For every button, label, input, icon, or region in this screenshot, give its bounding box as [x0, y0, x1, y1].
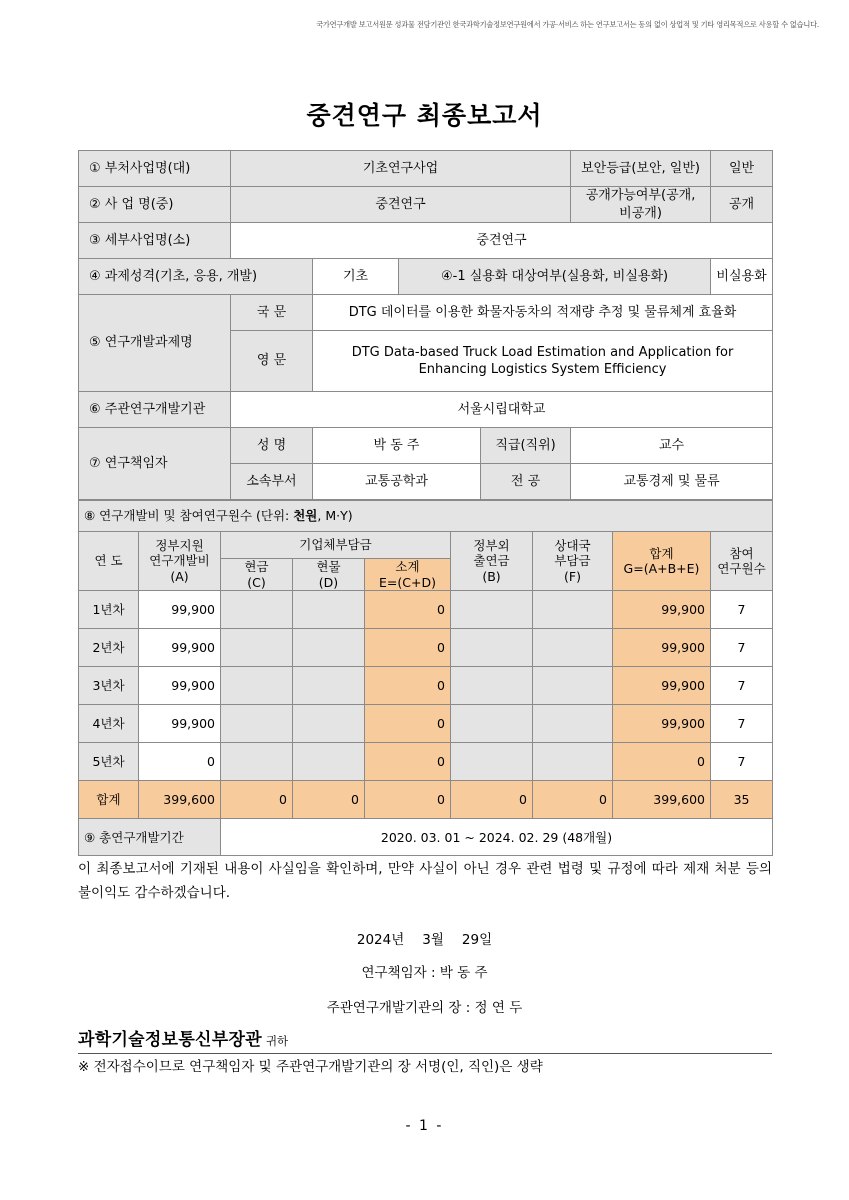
- declaration-text: 이 최종보고서에 기재된 내용이 사실임을 확인하며, 만약 사실이 아닌 경우 관련 법령 및 규정에 따라 제재 처분 등의 불이익도 감수하겠습니다.: [78, 861, 772, 901]
- cash-value: [221, 667, 293, 705]
- header-cash-l1: 현금: [244, 559, 269, 575]
- signature-omission-note: ※ 전자접수이므로 연구책임자 및 주관연구개발기관의 장 서명(인, 직인)은 생략: [78, 1059, 543, 1075]
- table-row: [79, 151, 773, 187]
- total-gov-funding: 399,600: [139, 781, 221, 819]
- cash-value: [221, 743, 293, 781]
- inkind-value: [293, 591, 365, 629]
- table-row: [79, 428, 773, 464]
- english-title-value: DTG Data-based Truck Load Estimation and Application for Enhancing Logistics System Efficiency: [313, 331, 773, 392]
- year-label: 1년차: [79, 591, 139, 629]
- research-period-label: ⑨ 총연구개발기간: [79, 819, 221, 856]
- header-cash-l2: (C): [247, 574, 266, 590]
- research-period-value: 2020. 03. 01 ~ 2024. 02. 29 (48개월): [221, 819, 773, 856]
- subprogram-value: 중견연구: [231, 223, 773, 259]
- english-title-label: 영 문: [231, 331, 313, 392]
- budget-caption: [79, 501, 773, 532]
- pi-major-value: 교통경제 및 물류: [571, 464, 773, 500]
- header-partner-l2: 부담금: [554, 553, 591, 569]
- budget-caption-prefix: ⑧ 연구개발비 및 참여연구원수 (단위:: [84, 508, 294, 524]
- pi-name-value: 박 동 주: [313, 428, 481, 464]
- budget-caption-row: [79, 501, 773, 532]
- security-grade-value: 일반: [711, 151, 773, 187]
- program-name-value: 중견연구: [231, 187, 571, 223]
- security-grade-label: 보안등급(보안, 일반): [571, 151, 711, 187]
- header-researchers-l2: 연구원수: [717, 561, 766, 577]
- total-value: 99,900: [613, 591, 711, 629]
- total-subtotal: 0: [365, 781, 451, 819]
- partner-value: [533, 667, 613, 705]
- commercialization-label: ④-1 실용화 대상여부(실용화, 비실용화): [399, 259, 711, 295]
- header-inkind-l2: (D): [318, 574, 339, 590]
- date-year: 2024년: [356, 932, 405, 948]
- total-inkind: 0: [293, 781, 365, 819]
- budget-caption-suffix: , M·Y): [317, 508, 353, 524]
- ministry-program-value: 기초연구사업: [231, 151, 571, 187]
- minister-title: 과학기술정보통신부장관: [78, 1030, 262, 1050]
- nongov-value: [451, 591, 533, 629]
- copyright-notice: 국가연구개발 보고서원문 성과물 전담기관인 한국과학기술정보연구원에서 가공·서비스 하는 연구보고서는 동의 없이 상업적 및 기타 영리목적으로 사용할 수 없습니다.: [316, 20, 819, 29]
- researchers-value: 7: [711, 667, 773, 705]
- inkind-value: [293, 629, 365, 667]
- korean-title-value: DTG 데이터를 이용한 화물자동차의 적재량 추정 및 물류체계 효율화: [313, 295, 773, 331]
- header-gov-funding-l2: 연구개발비: [149, 553, 210, 569]
- org-head-signature-line: 주관연구개발기관의 장 : 정 연 두: [326, 1000, 523, 1016]
- minister-honorific: 귀하: [265, 1034, 289, 1048]
- date-day: 29일: [461, 932, 493, 948]
- host-institution-value: 서울시립대학교: [231, 392, 773, 428]
- total-cash: 0: [221, 781, 293, 819]
- subtotal-value: 0: [365, 591, 451, 629]
- table-row: [79, 591, 773, 629]
- total-grand: 399,600: [613, 781, 711, 819]
- header-inkind: [293, 559, 365, 591]
- nongov-value: [451, 743, 533, 781]
- header-nongov-l1: 정부외: [473, 537, 510, 553]
- header-total-l1: 합계: [649, 545, 674, 561]
- host-institution-label: ⑥ 주관연구개발기관: [79, 392, 231, 428]
- header-researchers: [711, 532, 773, 591]
- header-nongov-l3: (B): [482, 569, 501, 585]
- program-name-label: ② 사 업 명(중): [79, 187, 231, 223]
- cash-value: [221, 629, 293, 667]
- pi-major-label: 전 공: [481, 464, 571, 500]
- inkind-value: [293, 705, 365, 743]
- subtotal-value: 0: [365, 705, 451, 743]
- header-researchers-l1: 참여: [729, 545, 754, 561]
- table-row: [79, 259, 773, 295]
- inkind-value: [293, 667, 365, 705]
- subprogram-label: ③ 세부사업명(소): [79, 223, 231, 259]
- header-company-group: 기업체부담금: [221, 532, 451, 559]
- page-number: - 1 -: [405, 1118, 444, 1134]
- header-subtotal-l1: 소계: [395, 559, 420, 575]
- total-row-label: 합계: [79, 781, 139, 819]
- header-partner-l3: (F): [564, 569, 581, 585]
- year-label: 4년차: [79, 705, 139, 743]
- header-inkind-l1: 현물: [316, 559, 341, 575]
- korean-title-label: 국 문: [231, 295, 313, 331]
- year-label: 5년차: [79, 743, 139, 781]
- header-total: [613, 532, 711, 591]
- partner-value: [533, 743, 613, 781]
- total-nongov: 0: [451, 781, 533, 819]
- researchers-value: 7: [711, 705, 773, 743]
- header-total-l2: G=(A+B+E): [623, 561, 700, 577]
- table-row: [79, 743, 773, 781]
- researchers-value: 7: [711, 629, 773, 667]
- disclosure-value: 공개: [711, 187, 773, 223]
- year-label: 2년차: [79, 629, 139, 667]
- project-info-table: [78, 150, 773, 500]
- partner-value: [533, 629, 613, 667]
- pi-signature-line: 연구책임자 : 박 동 주: [361, 965, 488, 981]
- total-researchers: 35: [711, 781, 773, 819]
- total-value: 0: [613, 743, 711, 781]
- gov-funding-value: 99,900: [139, 667, 221, 705]
- budget-total-row: [79, 781, 773, 819]
- signature-date: [0, 928, 849, 948]
- table-row: [79, 629, 773, 667]
- table-row: [79, 187, 773, 223]
- gov-funding-value: 99,900: [139, 629, 221, 667]
- total-value: 99,900: [613, 629, 711, 667]
- cash-value: [221, 705, 293, 743]
- project-title-label: ⑤ 연구개발과제명: [79, 295, 231, 392]
- table-row: [79, 295, 773, 331]
- budget-header-row-1: [79, 532, 773, 559]
- minister-addressee: [78, 1025, 772, 1054]
- pi-position-value: 교수: [571, 428, 773, 464]
- nongov-value: [451, 667, 533, 705]
- disclosure-label: 공개가능여부(공개, 비공개): [571, 187, 711, 223]
- subtotal-value: 0: [365, 743, 451, 781]
- commercialization-value: 비실용화: [711, 259, 773, 295]
- nongov-value: [451, 629, 533, 667]
- table-row: [79, 667, 773, 705]
- pi-label: ⑦ 연구책임자: [79, 428, 231, 500]
- gov-funding-value: 0: [139, 743, 221, 781]
- budget-caption-unit: 천원: [293, 508, 318, 524]
- partner-value: [533, 591, 613, 629]
- header-subtotal-l2: E=(C+D): [379, 574, 436, 590]
- header-nongov: [451, 532, 533, 591]
- project-nature-label: ④ 과제성격(기초, 응용, 개발): [79, 259, 313, 295]
- researchers-value: 7: [711, 743, 773, 781]
- nongov-value: [451, 705, 533, 743]
- header-partner-l1: 상대국: [554, 537, 591, 553]
- year-label: 3년차: [79, 667, 139, 705]
- report-cover-tables: [78, 150, 772, 856]
- header-gov-funding-l3: (A): [170, 569, 189, 585]
- total-value: 99,900: [613, 667, 711, 705]
- ministry-program-label: ① 부처사업명(대): [79, 151, 231, 187]
- subtotal-value: 0: [365, 667, 451, 705]
- pi-position-label: 직급(직위): [481, 428, 571, 464]
- header-gov-funding-l1: 정부지원: [155, 537, 204, 553]
- table-row: [79, 819, 773, 856]
- subtotal-value: 0: [365, 629, 451, 667]
- budget-table: [78, 500, 773, 856]
- header-subtotal: [365, 559, 451, 591]
- pi-dept-label: 소속부서: [231, 464, 313, 500]
- partner-value: [533, 705, 613, 743]
- page-title: 중견연구 최종보고서: [306, 101, 543, 130]
- date-month: 3월: [422, 932, 444, 948]
- header-year: 연 도: [79, 532, 139, 591]
- pi-dept-value: 교통공학과: [313, 464, 481, 500]
- header-cash: [221, 559, 293, 591]
- header-gov-funding: [139, 532, 221, 591]
- gov-funding-value: 99,900: [139, 591, 221, 629]
- total-value: 99,900: [613, 705, 711, 743]
- pi-name-label: 성 명: [231, 428, 313, 464]
- table-row: [79, 705, 773, 743]
- table-row: [79, 392, 773, 428]
- header-nongov-l2: 출연금: [473, 553, 510, 569]
- gov-funding-value: 99,900: [139, 705, 221, 743]
- header-partner: [533, 532, 613, 591]
- total-partner: 0: [533, 781, 613, 819]
- researchers-value: 7: [711, 591, 773, 629]
- inkind-value: [293, 743, 365, 781]
- project-nature-value: 기초: [313, 259, 399, 295]
- cash-value: [221, 591, 293, 629]
- table-row: [79, 223, 773, 259]
